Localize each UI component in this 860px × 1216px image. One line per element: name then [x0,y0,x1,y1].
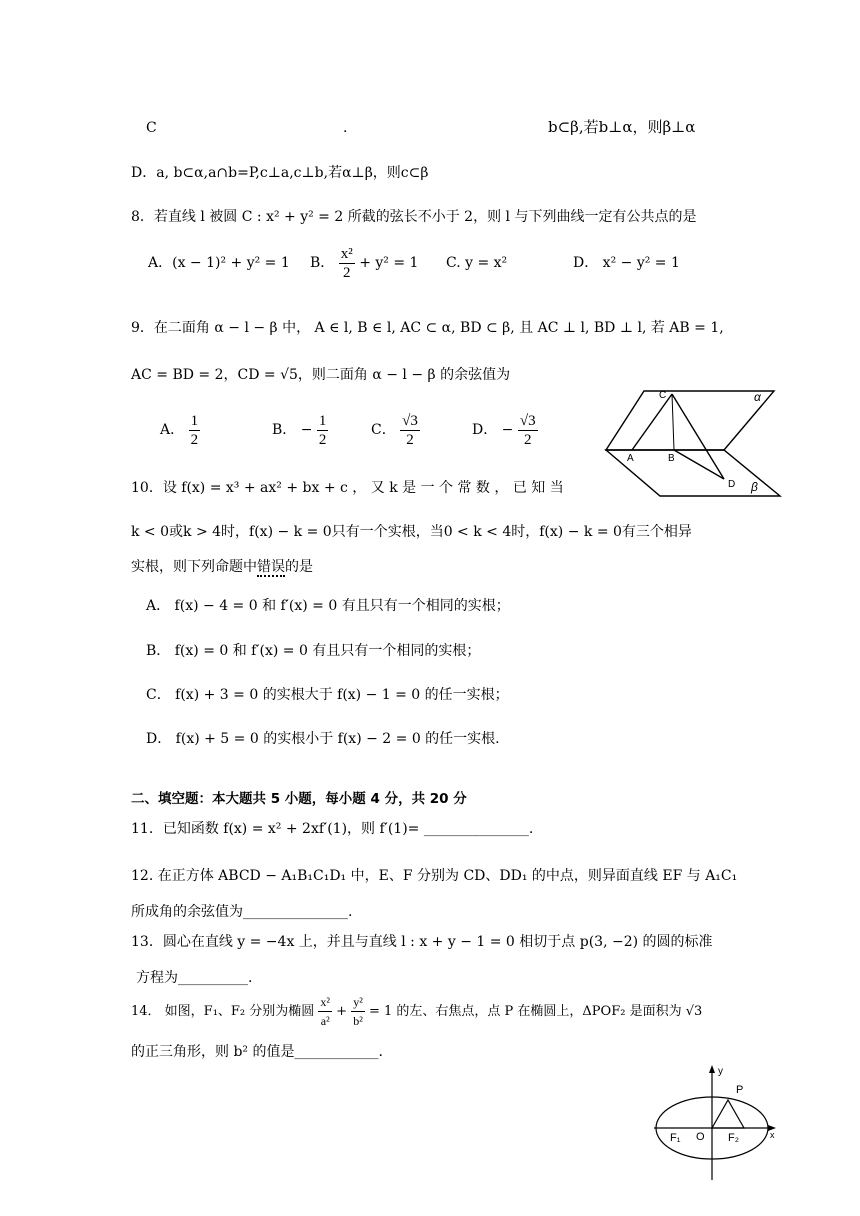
q11-text: 11．已知函数 f(x) = x² + 2xf′(1)，则 f′(1)= _______________. [131,821,534,837]
q9-option-d-label: D． − [472,422,514,438]
label-a: A [627,453,634,464]
q9-option-b-fraction [317,412,329,449]
dihedral-angle-figure [604,383,782,499]
q7-option-c-text: b⊂β,若b⊥α，则β⊥α [548,118,696,136]
q7-option-c-dot: . [343,120,348,136]
q9-stem-line2: AC = BD = 2，CD = √5，则二面角 α − l − β 的余弦值为 [131,367,511,383]
q8-option-b-rest: + y² = 1 [359,255,419,271]
q13-line1: 13．圆心在直线 y = −4x 上，并且与直线 l : x + y − 1 = 0 相切于点 p(3, −2) 的圆的标准 [131,934,713,950]
q9-option-a-denominator: 2 [190,431,199,448]
y-axis-arrow [709,1065,715,1073]
label-p: P [736,1084,744,1096]
q14-fraction-y [351,993,365,1030]
q14-plus: + [336,1004,348,1019]
q9-option-a [160,410,200,450]
segment-bd [674,450,724,479]
q10-stem-line3 [131,557,313,577]
label-o: O [696,1131,705,1143]
label-c: C [659,390,667,401]
q9-option-c-label: C． [371,422,396,438]
triangle-pof2 [712,1100,744,1128]
label-f2: F₂ [728,1132,739,1144]
q8-option-c: C. y = x² [446,255,508,271]
q9-option-b-numerator: 1 [318,412,327,429]
label-b: B [668,453,675,464]
q7-option-d: D．a, b⊂α,a∩b=P,c⊥a,c⊥b,若α⊥β，则c⊂β [131,165,429,181]
q9-stem-line1: 9．在二面角 α − l − β 中， A ∈ l, B ∈ l, AC ⊂ α, BD ⊂ β, 且 AC ⊥ l, BD ⊥ l, 若 AB = 1, [131,320,724,336]
q10-option-c: C． f(x) + 3 = 0 的实根大于 f(x) − 1 = 0 的任一实根； [146,687,509,703]
segment-ac [632,394,672,450]
q13-line2: 方程为__________. [136,970,253,986]
q10-option-a: A． f(x) − 4 = 0 和 f′(x) = 0 有且只有一个相同的实根； [146,598,510,614]
q9-option-a-label: A． [160,422,185,438]
label-f1: F₁ [670,1132,681,1144]
q9-option-b-label: B． − [272,422,313,438]
q12-line1: 12. 在正方体 ABCD − A₁B₁C₁D₁ 中，E、F 分别为 CD、DD₁ 的中点，则异面直线 EF 与 A₁C₁ [131,868,738,884]
q8-option-b [310,243,418,283]
q8-option-b-fraction [339,245,355,282]
section-fill-in-heading: 二、填空题：本大题共 5 小题，每小题 4 分，共 20 分 [131,791,467,807]
q9-option-c-denominator: 2 [406,431,414,448]
q10-emphasis-error: 错误 [257,559,285,575]
q9-option-c-fraction [400,412,420,449]
q14-fraction-y-numerator: y² [351,993,365,1012]
q9-option-d-fraction [518,412,538,449]
q8-option-d: D． x² − y² = 1 [573,255,680,271]
q14-line2: 的正三角形，则 b² 的值是____________. [131,1044,383,1060]
q9-option-d-numerator: √3 [519,412,536,429]
q10-stem-line2: k < 0或k > 4时，f(x) − k = 0只有一个实根，当0 < k < 4时，f(x) − k = 0有三个相异 [131,524,692,540]
q12-line2: 所成角的余弦值为_______________. [131,904,353,920]
label-beta: β [751,480,758,494]
q10-stem-line3-post: 的是 [285,559,313,575]
q8-option-b-label: B． [310,255,335,271]
q10-stem-line3-pre: 实根，则下列命题中 [131,559,257,575]
q8-option-b-numerator: x² [340,245,353,262]
label-d: D [728,479,736,490]
q14-fraction-x-denominator: a² [320,1014,330,1028]
label-y: y [718,1066,723,1077]
label-alpha: α [754,390,761,404]
segment-cd [672,394,724,479]
q14-pre: 14． 如图，F₁、F₂ 分别为椭圆 [131,1004,315,1019]
q10-option-b: B． f(x) = 0 和 f′(x) = 0 有且只有一个相同的实根； [146,643,481,659]
q9-option-c [371,410,420,450]
q9-option-d-denominator: 2 [523,431,532,448]
q14-fraction-y-denominator: b² [353,1014,363,1028]
q7-option-c-label: C [146,120,157,136]
q10-stem-line1: 10．设 f(x) = x³ + ax² + bx + c ， 又 k 是 一 个 常 数 ， 已 知 当 [131,480,564,496]
q9-option-a-numerator: 1 [190,412,199,429]
segment-cb [672,394,674,450]
q9-option-d [472,410,538,450]
q9-option-c-numerator: √3 [402,412,418,429]
ellipse-figure [652,1060,784,1182]
q14-post: = 1 的左、右焦点，点 P 在椭圆上，ΔPOF₂ 是面积为 √3 [368,1004,703,1019]
q8-option-b-denominator: 2 [343,264,351,281]
q9-option-b-denominator: 2 [318,431,327,448]
q14-line1 [131,990,702,1034]
label-x: x [770,1130,775,1140]
q9-option-a-fraction [189,412,201,449]
q8-option-a: A．(x − 1)² + y² = 1 [148,255,290,271]
q9-option-b [272,410,328,450]
plane-alpha [606,391,774,450]
q14-fraction-x-numerator: x² [318,993,332,1012]
q8-stem: 8．若直线 l 被圆 C : x² + y² = 2 所截的弦长不小于 2，则 l 与下列曲线一定有公共点的是 [131,209,697,225]
q10-option-d: D． f(x) + 5 = 0 的实根小于 f(x) − 2 = 0 的任一实根. [146,731,500,747]
q14-fraction-x [318,993,332,1030]
